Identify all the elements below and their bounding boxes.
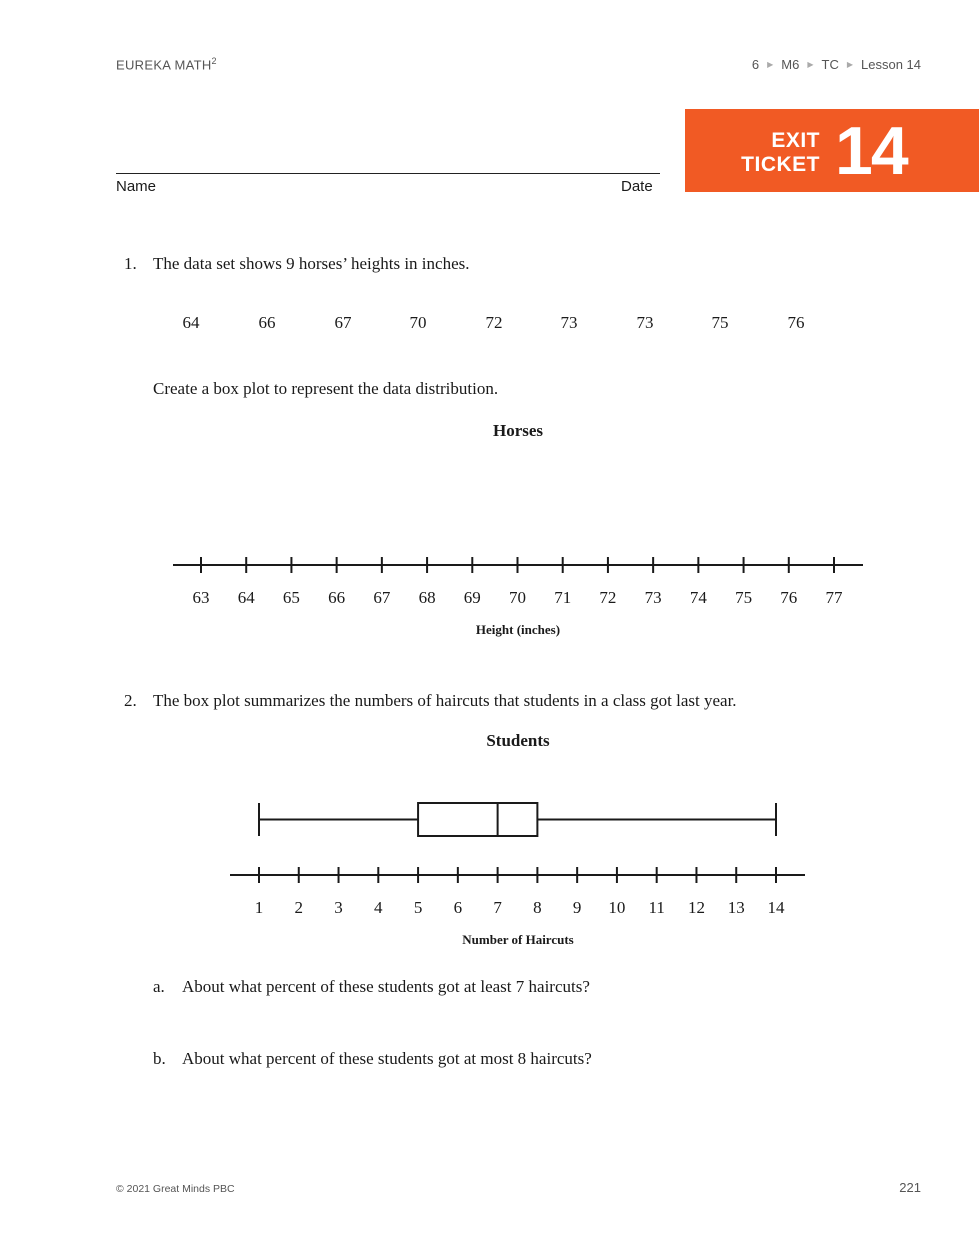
name-label: Name: [116, 178, 157, 195]
tick-label: 67: [373, 588, 391, 607]
breadcrumb-separator-icon: ▶: [807, 60, 814, 69]
horses-box-plot-area[interactable]: [0, 540, 979, 620]
tick-label: 9: [572, 898, 582, 917]
tick-label: 65: [282, 588, 300, 607]
question-1-instruction: Create a box plot to represent the data distribution.: [153, 379, 499, 398]
tick-label: 64: [237, 588, 255, 607]
tick-label: 72: [599, 588, 617, 607]
question-1-prompt: The data set shows 9 horses’ heights in inches.: [153, 254, 470, 273]
part-a-label: a.: [153, 977, 165, 996]
tick-label: 11: [648, 898, 665, 917]
breadcrumb-separator-icon: ▶: [767, 60, 774, 69]
brand-logo: [116, 56, 217, 72]
tick-label: 7: [493, 898, 502, 917]
part-b-label: b.: [153, 1049, 166, 1068]
data-value: 73: [560, 313, 578, 332]
breadcrumb: [752, 57, 921, 72]
exit-ticket-line1: EXIT: [771, 129, 820, 152]
breadcrumb-grade: 6: [751, 57, 760, 72]
question-1-number: 1.: [124, 254, 137, 273]
tick-label: 14: [767, 898, 785, 917]
chart-2-title: Students: [486, 731, 550, 750]
tick-label: 77: [825, 588, 843, 607]
tick-label: 71: [554, 588, 572, 607]
tick-label: 6: [453, 898, 463, 917]
exit-ticket-number: 14: [835, 113, 907, 189]
question-2-prompt: The box plot summarizes the numbers of haircuts that students in a class got last year.: [153, 691, 737, 710]
exit-ticket-label: [715, 129, 820, 177]
tick-label: 13: [727, 898, 745, 917]
part-a-question: About what percent of these students got at least 7 haircuts?: [182, 977, 590, 996]
data-value: 72: [485, 313, 503, 332]
tick-label: 63: [192, 588, 210, 607]
box-q1-q3: [418, 803, 537, 836]
date-label: Date: [621, 178, 653, 195]
chart-1-xlabel: Height (inches): [475, 622, 561, 637]
tick-label: 8: [533, 898, 542, 917]
students-box-plot: [0, 790, 979, 930]
tick-label: 12: [687, 898, 705, 917]
tick-label: 70: [509, 588, 526, 607]
name-date-line[interactable]: [116, 173, 660, 174]
tick-label: 4: [374, 898, 383, 917]
tick-label: 73: [644, 588, 662, 607]
data-value: 75: [711, 313, 729, 332]
question-2-number: 2.: [124, 691, 137, 710]
tick-label: 10: [608, 898, 626, 917]
tick-label: 1: [254, 898, 264, 917]
tick-label: 69: [463, 588, 481, 607]
tick-label: 3: [334, 898, 343, 917]
part-b-question: About what percent of these students got at most 8 haircuts?: [182, 1049, 592, 1068]
chart-1-title: Horses: [492, 421, 544, 440]
breadcrumb-separator-icon: ▶: [846, 60, 853, 69]
copyright: © 2021 Great Minds PBC: [116, 1183, 235, 1195]
breadcrumb-topic: TC: [821, 57, 839, 72]
tick-label: 68: [418, 588, 436, 607]
data-value: 70: [409, 313, 427, 332]
data-value: 66: [258, 313, 276, 332]
tick-label: 66: [328, 588, 346, 607]
data-value: 73: [636, 313, 654, 332]
breadcrumb-lesson: Lesson 14: [861, 57, 921, 72]
tick-label: 5: [413, 898, 423, 917]
breadcrumb-module: M6: [781, 57, 800, 72]
brand-superscript: 2: [211, 56, 217, 66]
page-number: 221: [899, 1180, 921, 1195]
data-value: 64: [182, 313, 200, 332]
data-value: 67: [334, 313, 352, 332]
tick-label: 2: [294, 898, 304, 917]
exit-ticket-line2: TICKET: [741, 153, 820, 176]
tick-label: 75: [735, 588, 753, 607]
tick-label: 74: [689, 588, 707, 607]
exit-ticket-badge: [685, 109, 979, 192]
brand-name: EUREKA MATH: [116, 57, 212, 73]
tick-label: 76: [780, 588, 798, 607]
data-value: 76: [787, 313, 805, 332]
chart-2-xlabel: Number of Haircuts: [462, 932, 574, 947]
